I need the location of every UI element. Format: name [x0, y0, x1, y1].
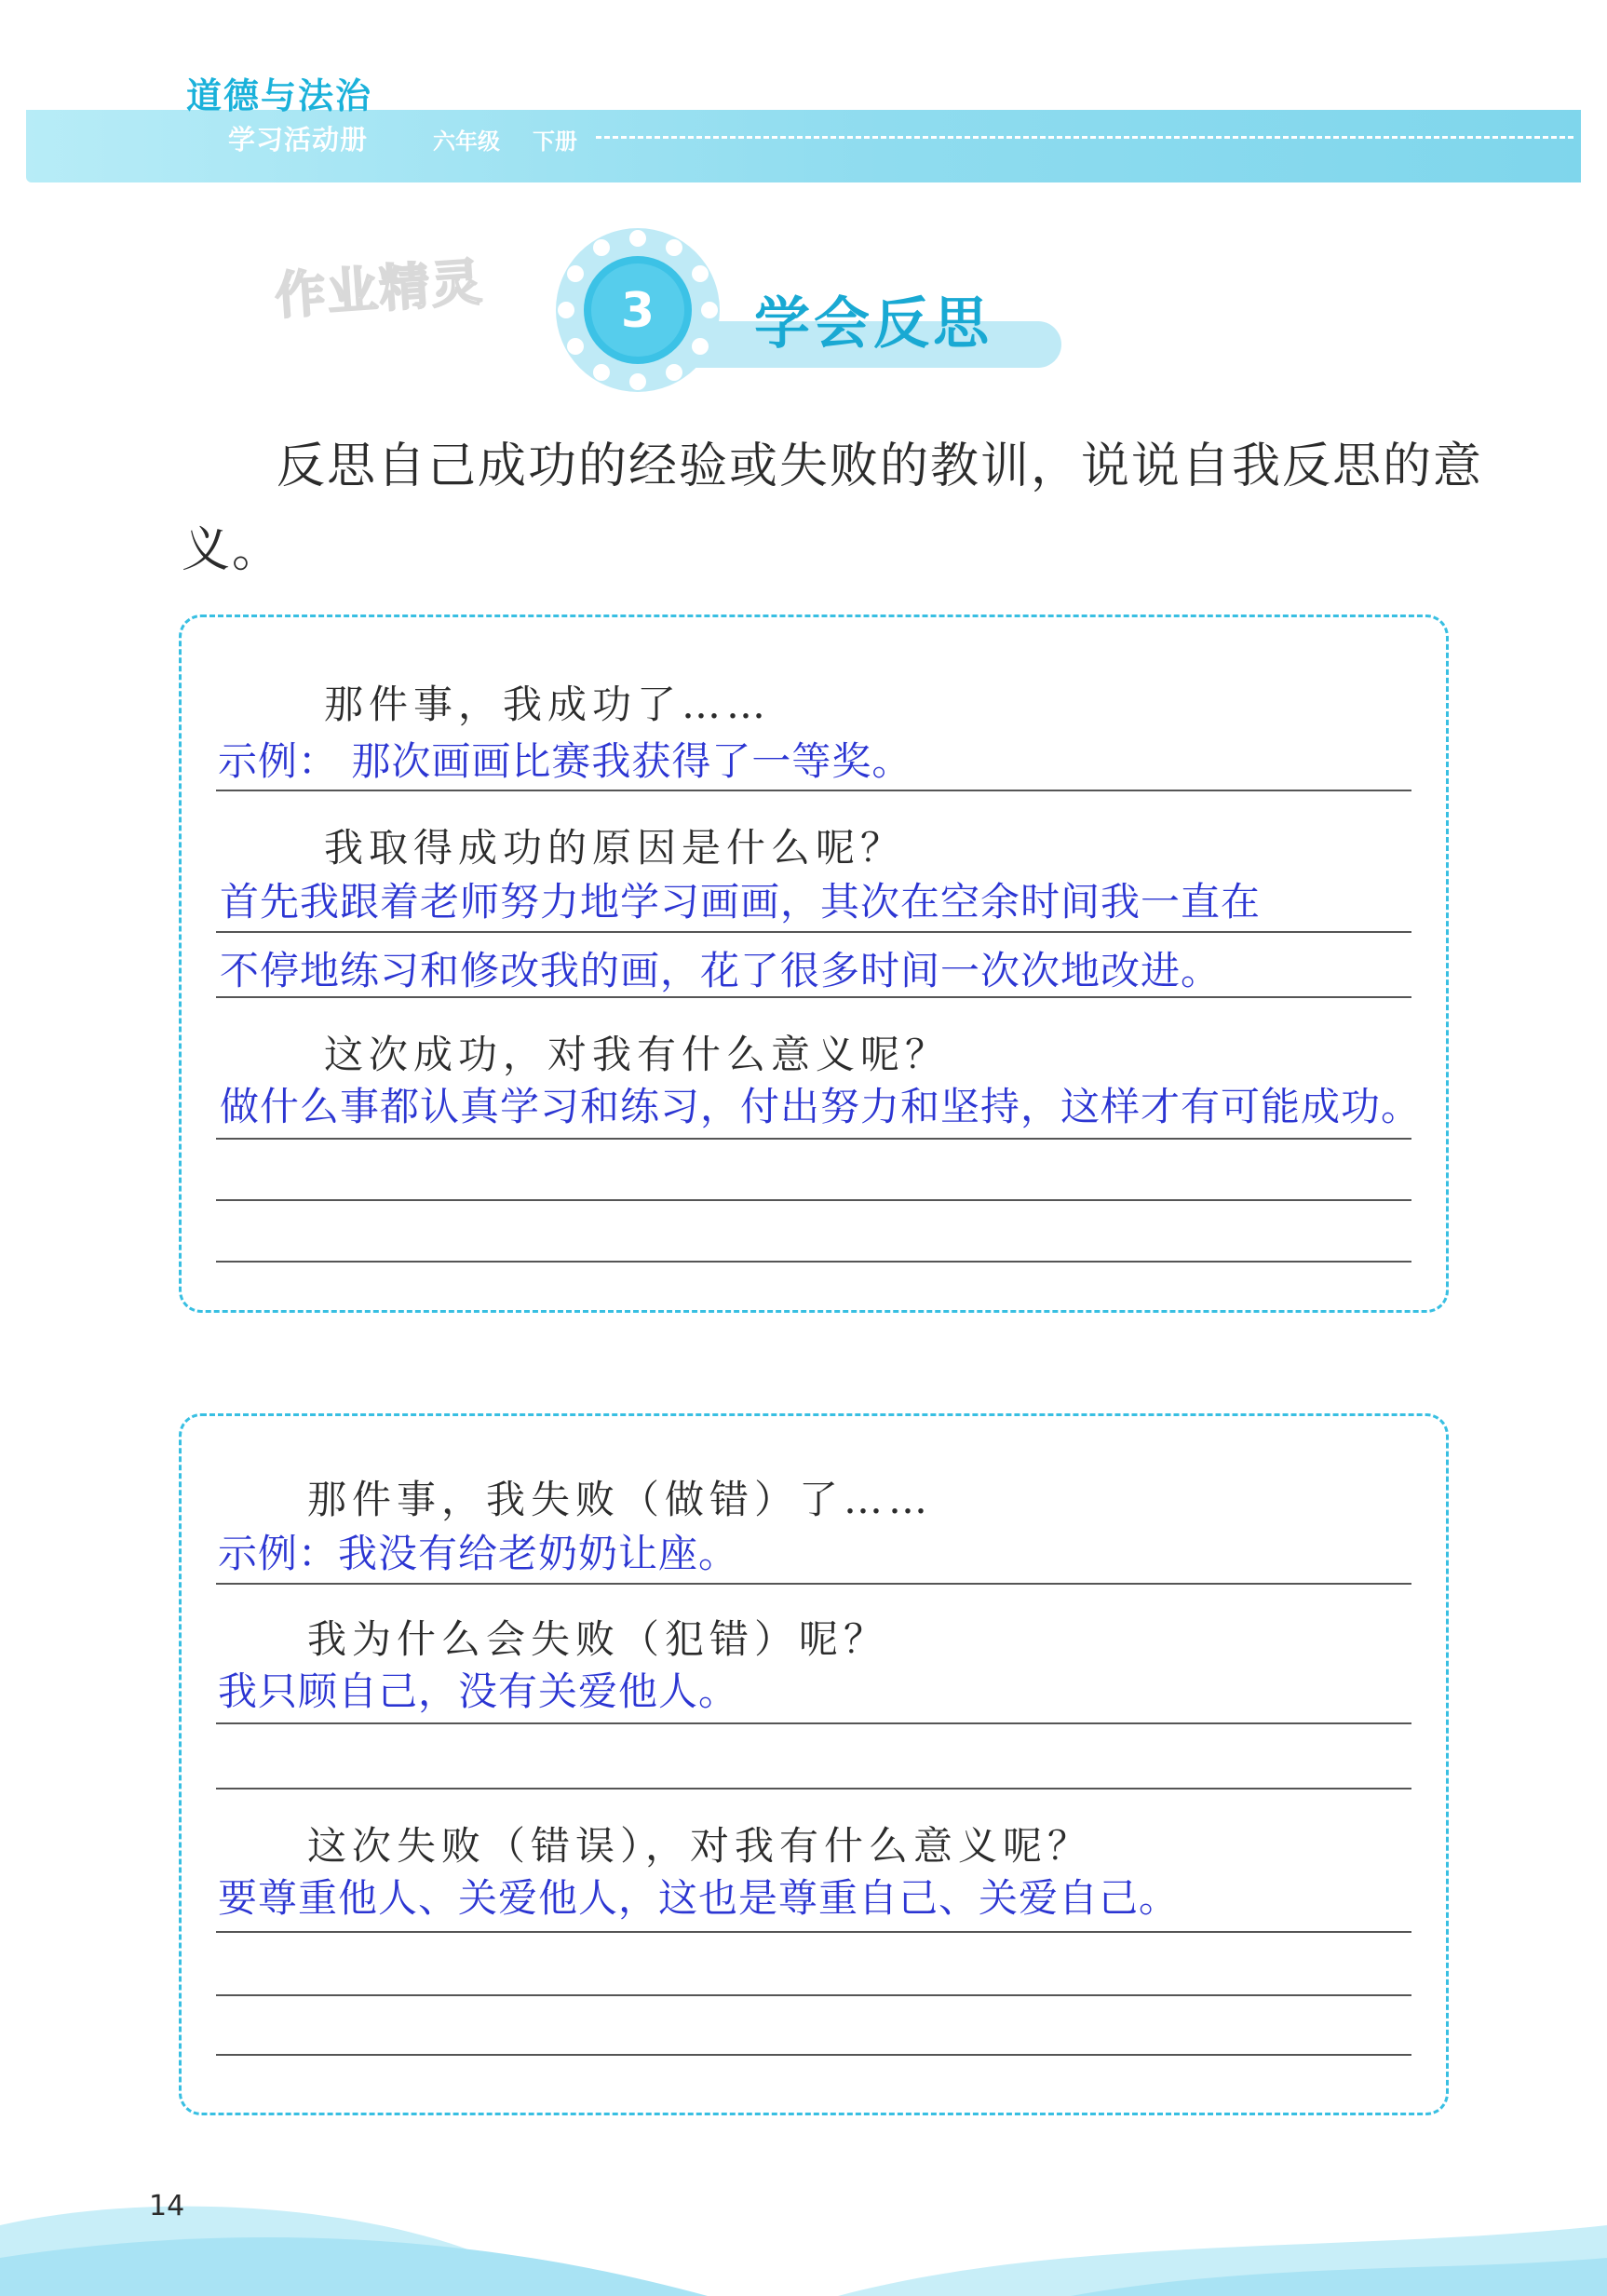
failure-answer-1: 示例：我没有给老奶奶让座。 — [218, 1531, 739, 1576]
answer-line — [216, 790, 1411, 791]
section-number: 3 — [620, 283, 655, 339]
answer-line — [216, 1199, 1411, 1201]
answer-line — [216, 996, 1411, 998]
answer-line — [216, 2054, 1411, 2056]
intro-paragraph: 反思自己成功的经验或失败的教训，说说自我反思的意义。 — [182, 439, 1484, 578]
failure-question-2: 我为什么会失败（犯错）呢？ — [307, 1616, 889, 1662]
success-answer-3: 做什么事都认真学习和练习，付出努力和坚持，这样才有可能成功。 — [220, 1084, 1422, 1129]
answer-line — [216, 1788, 1411, 1790]
answer-line — [216, 1261, 1411, 1263]
answer-line — [216, 1722, 1411, 1724]
grade-label: 六年级 — [433, 128, 500, 155]
answer-line — [216, 931, 1411, 933]
answer-line — [216, 1931, 1411, 1933]
success-question-3: 这次成功，对我有什么意义呢？ — [324, 1032, 951, 1077]
answer-line — [216, 1583, 1411, 1585]
success-answer-2-line-1: 首先我跟着老师努力地学习画画，其次在空余时间我一直在 — [220, 879, 1262, 925]
success-answer-1: 示例： 那次画画比赛我获得了一等奖。 — [218, 738, 912, 784]
answer-line — [216, 1994, 1411, 1996]
book-subtitle: 学习活动册 — [228, 124, 369, 155]
failure-question-1: 那件事，我失败（做错）了…… — [307, 1477, 934, 1522]
watermark: 作业精灵 — [273, 252, 486, 326]
failure-answer-3: 要尊重他人、关爱他人，这也是尊重自己、关爱自己。 — [218, 1875, 1180, 1921]
section-title: 学会反思 — [754, 291, 993, 357]
page-number: 14 — [149, 2190, 185, 2222]
failure-answer-2: 我只顾自己，没有关爱他人。 — [218, 1668, 739, 1714]
success-answer-2-line-2: 不停地练习和修改我的画，花了很多时间一次次地改进。 — [220, 948, 1222, 993]
volume-label: 下册 — [533, 128, 577, 155]
footer-wave-decoration — [0, 2169, 1607, 2296]
header-dashed-line — [596, 136, 1573, 139]
book-title: 道德与法治 — [186, 75, 373, 116]
section-number-badge-icon — [549, 222, 726, 398]
answer-line — [216, 1138, 1411, 1140]
success-question-1: 那件事，我成功了…… — [324, 682, 772, 727]
failure-question-3: 这次失败（错误），对我有什么意义呢？ — [307, 1823, 1093, 1869]
success-question-2: 我取得成功的原因是什么呢？ — [324, 825, 906, 871]
